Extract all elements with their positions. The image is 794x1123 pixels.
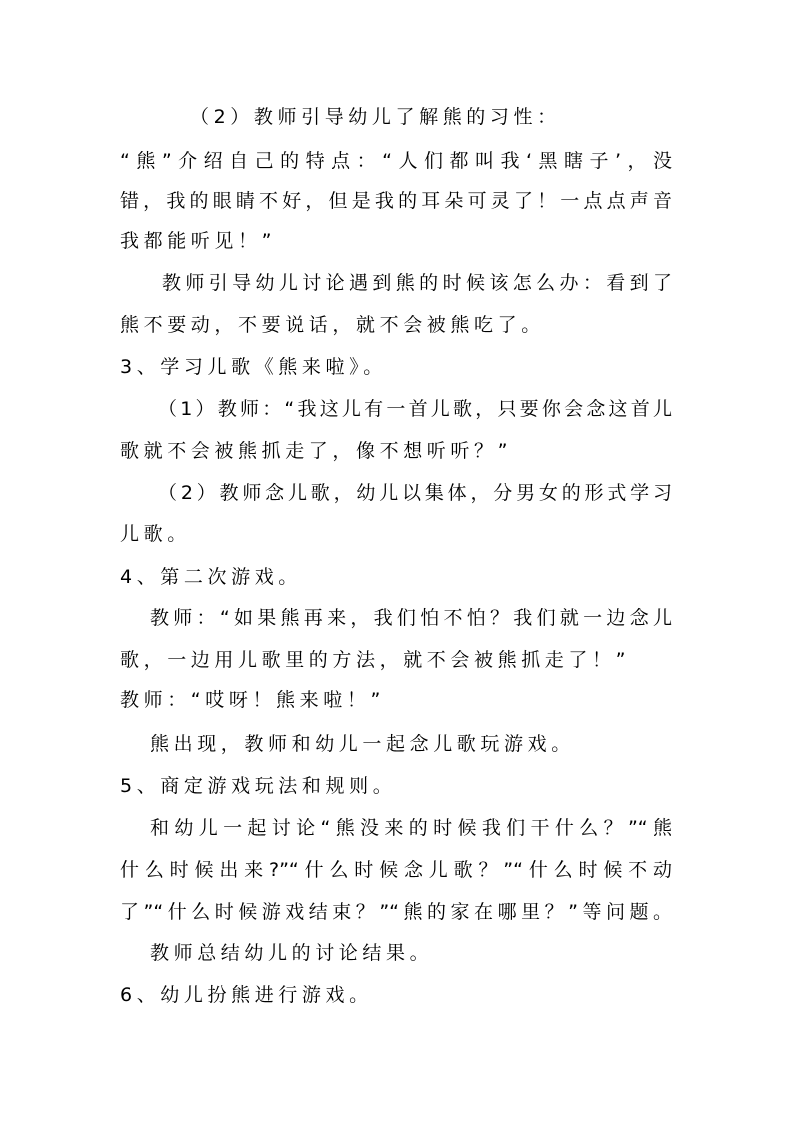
paragraph-line-3: 错，我的眼睛不好，但是我的耳朵可灵了！一点点声音 xyxy=(120,190,672,212)
paragraph-line-2: “熊”介绍自己的特点：“人们都叫我‘黑瞎子’，没 xyxy=(120,150,672,172)
paragraph-line-12: 歌，一边用儿歌里的方法，就不会被熊抓走了！” xyxy=(120,649,631,671)
paragraph-line-1: （2）教师引导幼儿了解熊的习性： xyxy=(190,106,561,128)
paragraph-line-17: 了”“什么时候游戏结束？”“熊的家在哪里？”等问题。 xyxy=(120,901,672,923)
paragraph-line-7: （1）教师：“我这儿有一首儿歌，只要你会念这首儿 xyxy=(158,398,672,420)
paragraph-line-15: 和幼儿一起讨论“熊没来的时候我们干什么？”“熊 xyxy=(150,817,672,839)
paragraph-line-13: 教师：“哎呀！熊来啦！” xyxy=(120,689,385,711)
section-heading-3: 3、学习儿歌《熊来啦》。 xyxy=(120,356,387,378)
section-heading-4: 4、第二次游戏。 xyxy=(120,566,302,588)
paragraph-line-18: 教师总结幼儿的讨论结果。 xyxy=(150,942,434,964)
section-heading-6: 6、幼儿扮熊进行游戏。 xyxy=(120,984,373,1006)
paragraph-line-16: 什么时候出来?”“什么时候念儿歌？”“什么时候不动 xyxy=(120,859,672,881)
paragraph-line-10: 儿歌。 xyxy=(120,523,191,545)
paragraph-line-11: 教师：“如果熊再来，我们怕不怕？我们就一边念儿 xyxy=(150,607,672,629)
paragraph-line-6: 熊不要动，不要说话，就不会被熊吃了。 xyxy=(120,314,545,336)
section-heading-5: 5、商定游戏玩法和规则。 xyxy=(120,775,397,797)
paragraph-line-4: 我都能听见！” xyxy=(120,230,277,252)
paragraph-line-9: （2）教师念儿歌，幼儿以集体，分男女的形式学习 xyxy=(158,482,672,504)
paragraph-line-5: 教师引导幼儿讨论遇到熊的时候该怎么办：看到了 xyxy=(162,272,672,294)
paragraph-line-14: 熊出现，教师和幼儿一起念儿歌玩游戏。 xyxy=(150,733,575,755)
paragraph-line-8: 歌就不会被熊抓走了，像不想听听？” xyxy=(120,440,513,462)
